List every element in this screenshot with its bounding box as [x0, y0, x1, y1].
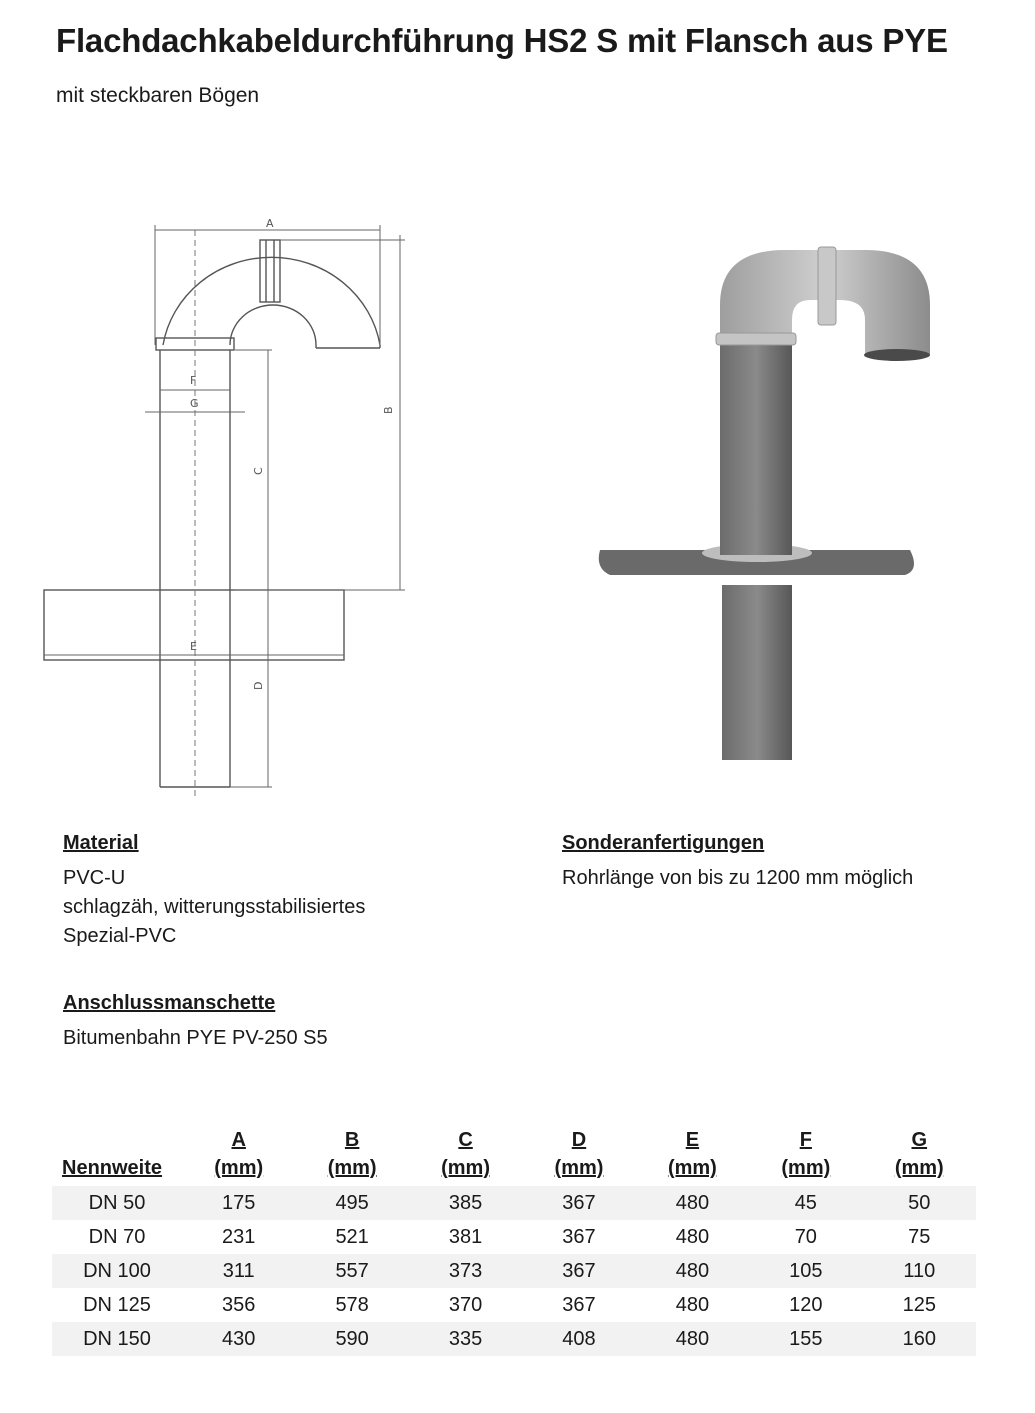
col-header-b: B (mm): [327, 1129, 377, 1179]
table-cell: 578: [335, 1293, 369, 1316]
table-cell: 367: [562, 1293, 596, 1316]
col-header-nennweite: Nennweite: [62, 1157, 163, 1179]
table-cell: 45: [749, 1186, 862, 1220]
anschluss-heading: Anschlussmanschette: [63, 992, 276, 1014]
col-header-g: G (mm): [894, 1129, 944, 1179]
table-cell: 521: [335, 1225, 369, 1248]
table-cell: 480: [636, 1186, 749, 1220]
table-row: [52, 1186, 976, 1220]
bend-inner: [230, 305, 316, 348]
label-f: F: [190, 374, 197, 387]
table-cell: 50: [863, 1186, 976, 1220]
table-cell: DN 50: [52, 1186, 182, 1220]
table-cell: 356: [222, 1293, 256, 1316]
table-cell: 75: [908, 1225, 931, 1248]
table-cell: 311: [182, 1254, 295, 1288]
table-cell: 430: [182, 1322, 295, 1356]
label-c: C: [252, 467, 265, 475]
table-cell: 367: [522, 1254, 635, 1288]
table-cell: 70: [794, 1225, 817, 1248]
col-header-c: C (mm): [441, 1129, 490, 1179]
table-cell: 120: [789, 1293, 823, 1316]
sonder-heading: Sonderanfertigungen: [562, 832, 765, 854]
anschluss-line: Bitumenbahn PYE PV-250 S5: [63, 1027, 328, 1049]
table-cell: 590: [295, 1322, 408, 1356]
table-cell: 480: [636, 1254, 749, 1288]
material-line: PVC-U: [63, 867, 126, 889]
table-header-row: [52, 1126, 976, 1186]
label-e: E: [190, 640, 197, 653]
table-cell: 408: [522, 1322, 635, 1356]
label-b: B: [382, 406, 395, 414]
table-cell: DN 100: [52, 1254, 182, 1288]
table-cell: 110: [863, 1254, 976, 1288]
material-section: [63, 832, 365, 951]
page-title: Flachdachkabeldurchführung HS2 S mit Flansch aus PYE: [56, 22, 948, 59]
table-cell: 381: [448, 1225, 483, 1248]
table-cell: 367: [562, 1225, 596, 1248]
label-g: G: [190, 397, 199, 410]
anschluss-section: [63, 992, 328, 1053]
table-cell: 175: [182, 1186, 295, 1220]
table-cell: DN 150: [52, 1322, 182, 1356]
col-header-f: F (mm): [781, 1129, 831, 1179]
table-cell: 231: [222, 1225, 256, 1248]
table-cell: 557: [295, 1254, 408, 1288]
material-heading: Material: [63, 832, 139, 854]
table-row: [52, 1254, 976, 1288]
material-line: schlagzäh, witterungsstabilisiertes: [63, 896, 366, 918]
spec-table: [52, 1126, 976, 1356]
table-cell: DN 125: [83, 1293, 151, 1316]
table-row: [52, 1322, 976, 1356]
table-cell: 125: [902, 1293, 936, 1316]
sonder-line: Rohrlänge von bis zu 1200 mm möglich: [562, 867, 914, 889]
table-cell: 480: [675, 1293, 710, 1316]
material-line: Spezial-PVC: [63, 925, 177, 947]
table-cell: 155: [749, 1322, 862, 1356]
table-cell: DN 70: [88, 1225, 146, 1248]
table-cell: 385: [409, 1186, 522, 1220]
table-cell: 373: [409, 1254, 522, 1288]
table-row: [52, 1288, 976, 1322]
sonder-section: [562, 832, 913, 893]
col-header-d: D (mm): [554, 1129, 604, 1179]
table-cell: 105: [749, 1254, 862, 1288]
table-cell: 160: [863, 1322, 976, 1356]
table-cell: 480: [636, 1322, 749, 1356]
page-subtitle: mit steckbaren Bögen: [56, 84, 260, 107]
col-header-a: A (mm): [214, 1129, 264, 1179]
label-a: A: [266, 217, 274, 230]
table-cell: 370: [448, 1293, 483, 1316]
product-photo: [580, 230, 950, 770]
label-d: D: [252, 681, 265, 690]
table-row: [52, 1220, 976, 1254]
bend-socket: [260, 240, 280, 302]
col-header-e: E (mm): [667, 1129, 717, 1179]
table-cell: 335: [409, 1322, 522, 1356]
table-cell: 495: [295, 1186, 408, 1220]
table-cell: 367: [522, 1186, 635, 1220]
table-cell: 480: [675, 1225, 710, 1248]
technical-drawing: [0, 200, 420, 810]
